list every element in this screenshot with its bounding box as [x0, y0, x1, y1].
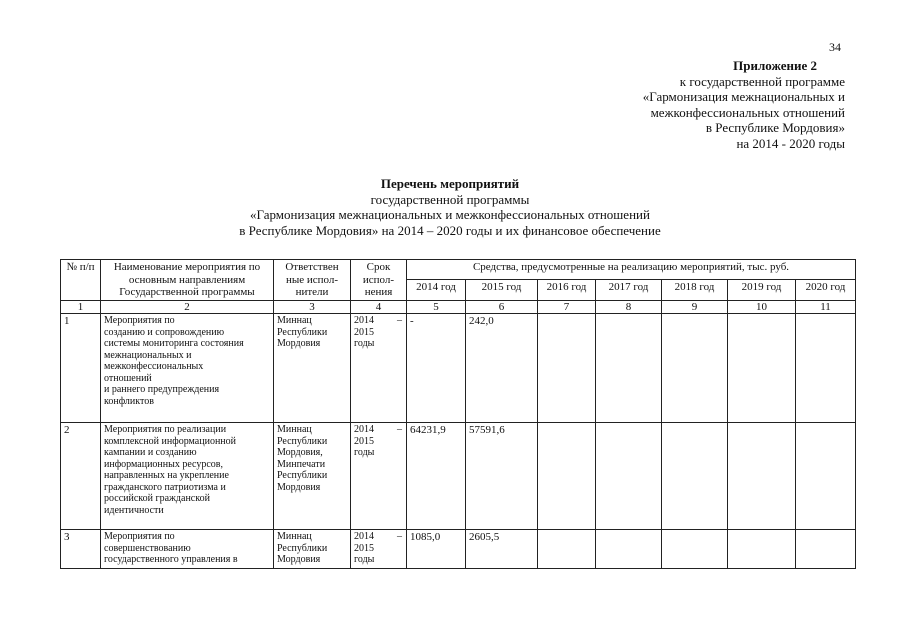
term-dash: – — [397, 531, 402, 542]
appendix-line: к государственной программе — [679, 73, 845, 89]
header-year: 2020 год — [796, 280, 856, 300]
funding-2020 — [796, 530, 856, 569]
column-number: 5 — [407, 300, 466, 314]
column-number: 10 — [728, 300, 796, 314]
header-responsible: Ответствен ные испол- нители — [274, 260, 351, 301]
term-unit: годы — [354, 554, 375, 565]
funding-2017 — [596, 530, 662, 569]
funding-2014: 64231,9 — [407, 423, 466, 530]
term-unit: годы — [354, 338, 375, 349]
term-unit: годы — [354, 447, 375, 458]
column-number: 1 — [61, 300, 101, 314]
funding-2017 — [596, 423, 662, 530]
funding-2019 — [728, 423, 796, 530]
measure-name: Мероприятия по созданию и сопровождению системы мониторинга состояния межнациональных и межконфессиональных отношений и раннего предупреждения конфликтов — [101, 314, 274, 423]
measures-table — [60, 259, 856, 569]
document-title — [150, 176, 750, 238]
document-title-line: «Гармонизация межнациональных и межконфессиональных отношений — [250, 207, 650, 222]
page-number: 34 — [829, 40, 841, 54]
header-year: 2018 год — [662, 280, 728, 300]
funding-2014: - — [407, 314, 466, 423]
funding-2015: 242,0 — [466, 314, 538, 423]
header-number: № п/п — [61, 260, 101, 301]
column-number: 2 — [101, 300, 274, 314]
column-numbers-row — [61, 300, 856, 314]
document-title-line: в Республике Мордовия» на 2014 – 2020 годы и их финансовое обеспечение — [239, 222, 661, 238]
header-term: Срок испол- нения — [351, 260, 407, 301]
term-dash: – — [397, 315, 402, 326]
column-number: 4 — [351, 300, 407, 314]
funding-2020 — [796, 314, 856, 423]
column-number: 11 — [796, 300, 856, 314]
column-number: 3 — [274, 300, 351, 314]
funding-2015: 57591,6 — [466, 423, 538, 530]
funding-2018 — [662, 530, 728, 569]
responsible-executor: Миннац Республики Мордовия, Минпечати Республики Мордовия — [274, 423, 351, 530]
appendix-line: в Республике Мордовия» — [705, 120, 845, 135]
funding-2014: 1085,0 — [407, 530, 466, 569]
term-end: 2015 — [354, 326, 374, 338]
appendix-header — [545, 58, 845, 151]
header-year: 2014 год — [407, 280, 466, 300]
term-dash: – — [397, 424, 402, 435]
table-row — [61, 314, 856, 423]
funding-2018 — [662, 423, 728, 530]
execution-term — [351, 314, 407, 423]
table-row — [61, 423, 856, 530]
header-measure-name: Наименование мероприятия по основным направлениям Государственной программы — [101, 260, 274, 301]
term-start: 2014 — [354, 424, 374, 435]
header-year: 2015 год — [466, 280, 538, 300]
funding-2017 — [596, 314, 662, 423]
term-end: 2015 — [354, 542, 374, 554]
header-year: 2017 год — [596, 280, 662, 300]
funding-2019 — [728, 530, 796, 569]
appendix-line: на 2014 - 2020 годы — [736, 135, 845, 151]
column-number: 8 — [596, 300, 662, 314]
term-start: 2014 — [354, 531, 374, 542]
funding-2016 — [538, 314, 596, 423]
responsible-executor: Миннац Республики Мордовия — [274, 314, 351, 423]
header-funding: Средства, предусмотренные на реализацию мероприятий, тыс. руб. — [407, 260, 856, 280]
funding-2016 — [538, 530, 596, 569]
funding-2015: 2605,5 — [466, 530, 538, 569]
column-number: 9 — [662, 300, 728, 314]
document-title-main: Перечень мероприятий — [380, 176, 520, 191]
term-end: 2015 — [354, 435, 374, 447]
term-start: 2014 — [354, 315, 374, 326]
appendix-title: Приложение 2 — [733, 58, 817, 73]
appendix-line: «Гармонизация межнациональных и — [642, 89, 845, 104]
funding-2016 — [538, 423, 596, 530]
column-number: 6 — [466, 300, 538, 314]
row-number: 2 — [61, 423, 101, 530]
execution-term — [351, 423, 407, 530]
table-row — [61, 530, 856, 569]
execution-term — [351, 530, 407, 569]
row-number: 3 — [61, 530, 101, 569]
appendix-line: межконфессиональных отношений — [650, 104, 845, 120]
column-number: 7 — [538, 300, 596, 314]
header-year: 2016 год — [538, 280, 596, 300]
document-title-line: государственной программы — [370, 191, 530, 207]
funding-2019 — [728, 314, 796, 423]
funding-2018 — [662, 314, 728, 423]
header-year: 2019 год — [728, 280, 796, 300]
measure-name: Мероприятия по реализации комплексной информационной кампании и созданию информационных ресурсов, направленных на укрепление гражданского патриотизма и российской гражданской идентичности — [101, 423, 274, 530]
measure-name: Мероприятия по совершенствованию государственного управления в — [101, 530, 274, 569]
responsible-executor: Миннац Республики Мордовия — [274, 530, 351, 569]
row-number: 1 — [61, 314, 101, 423]
funding-2020 — [796, 423, 856, 530]
